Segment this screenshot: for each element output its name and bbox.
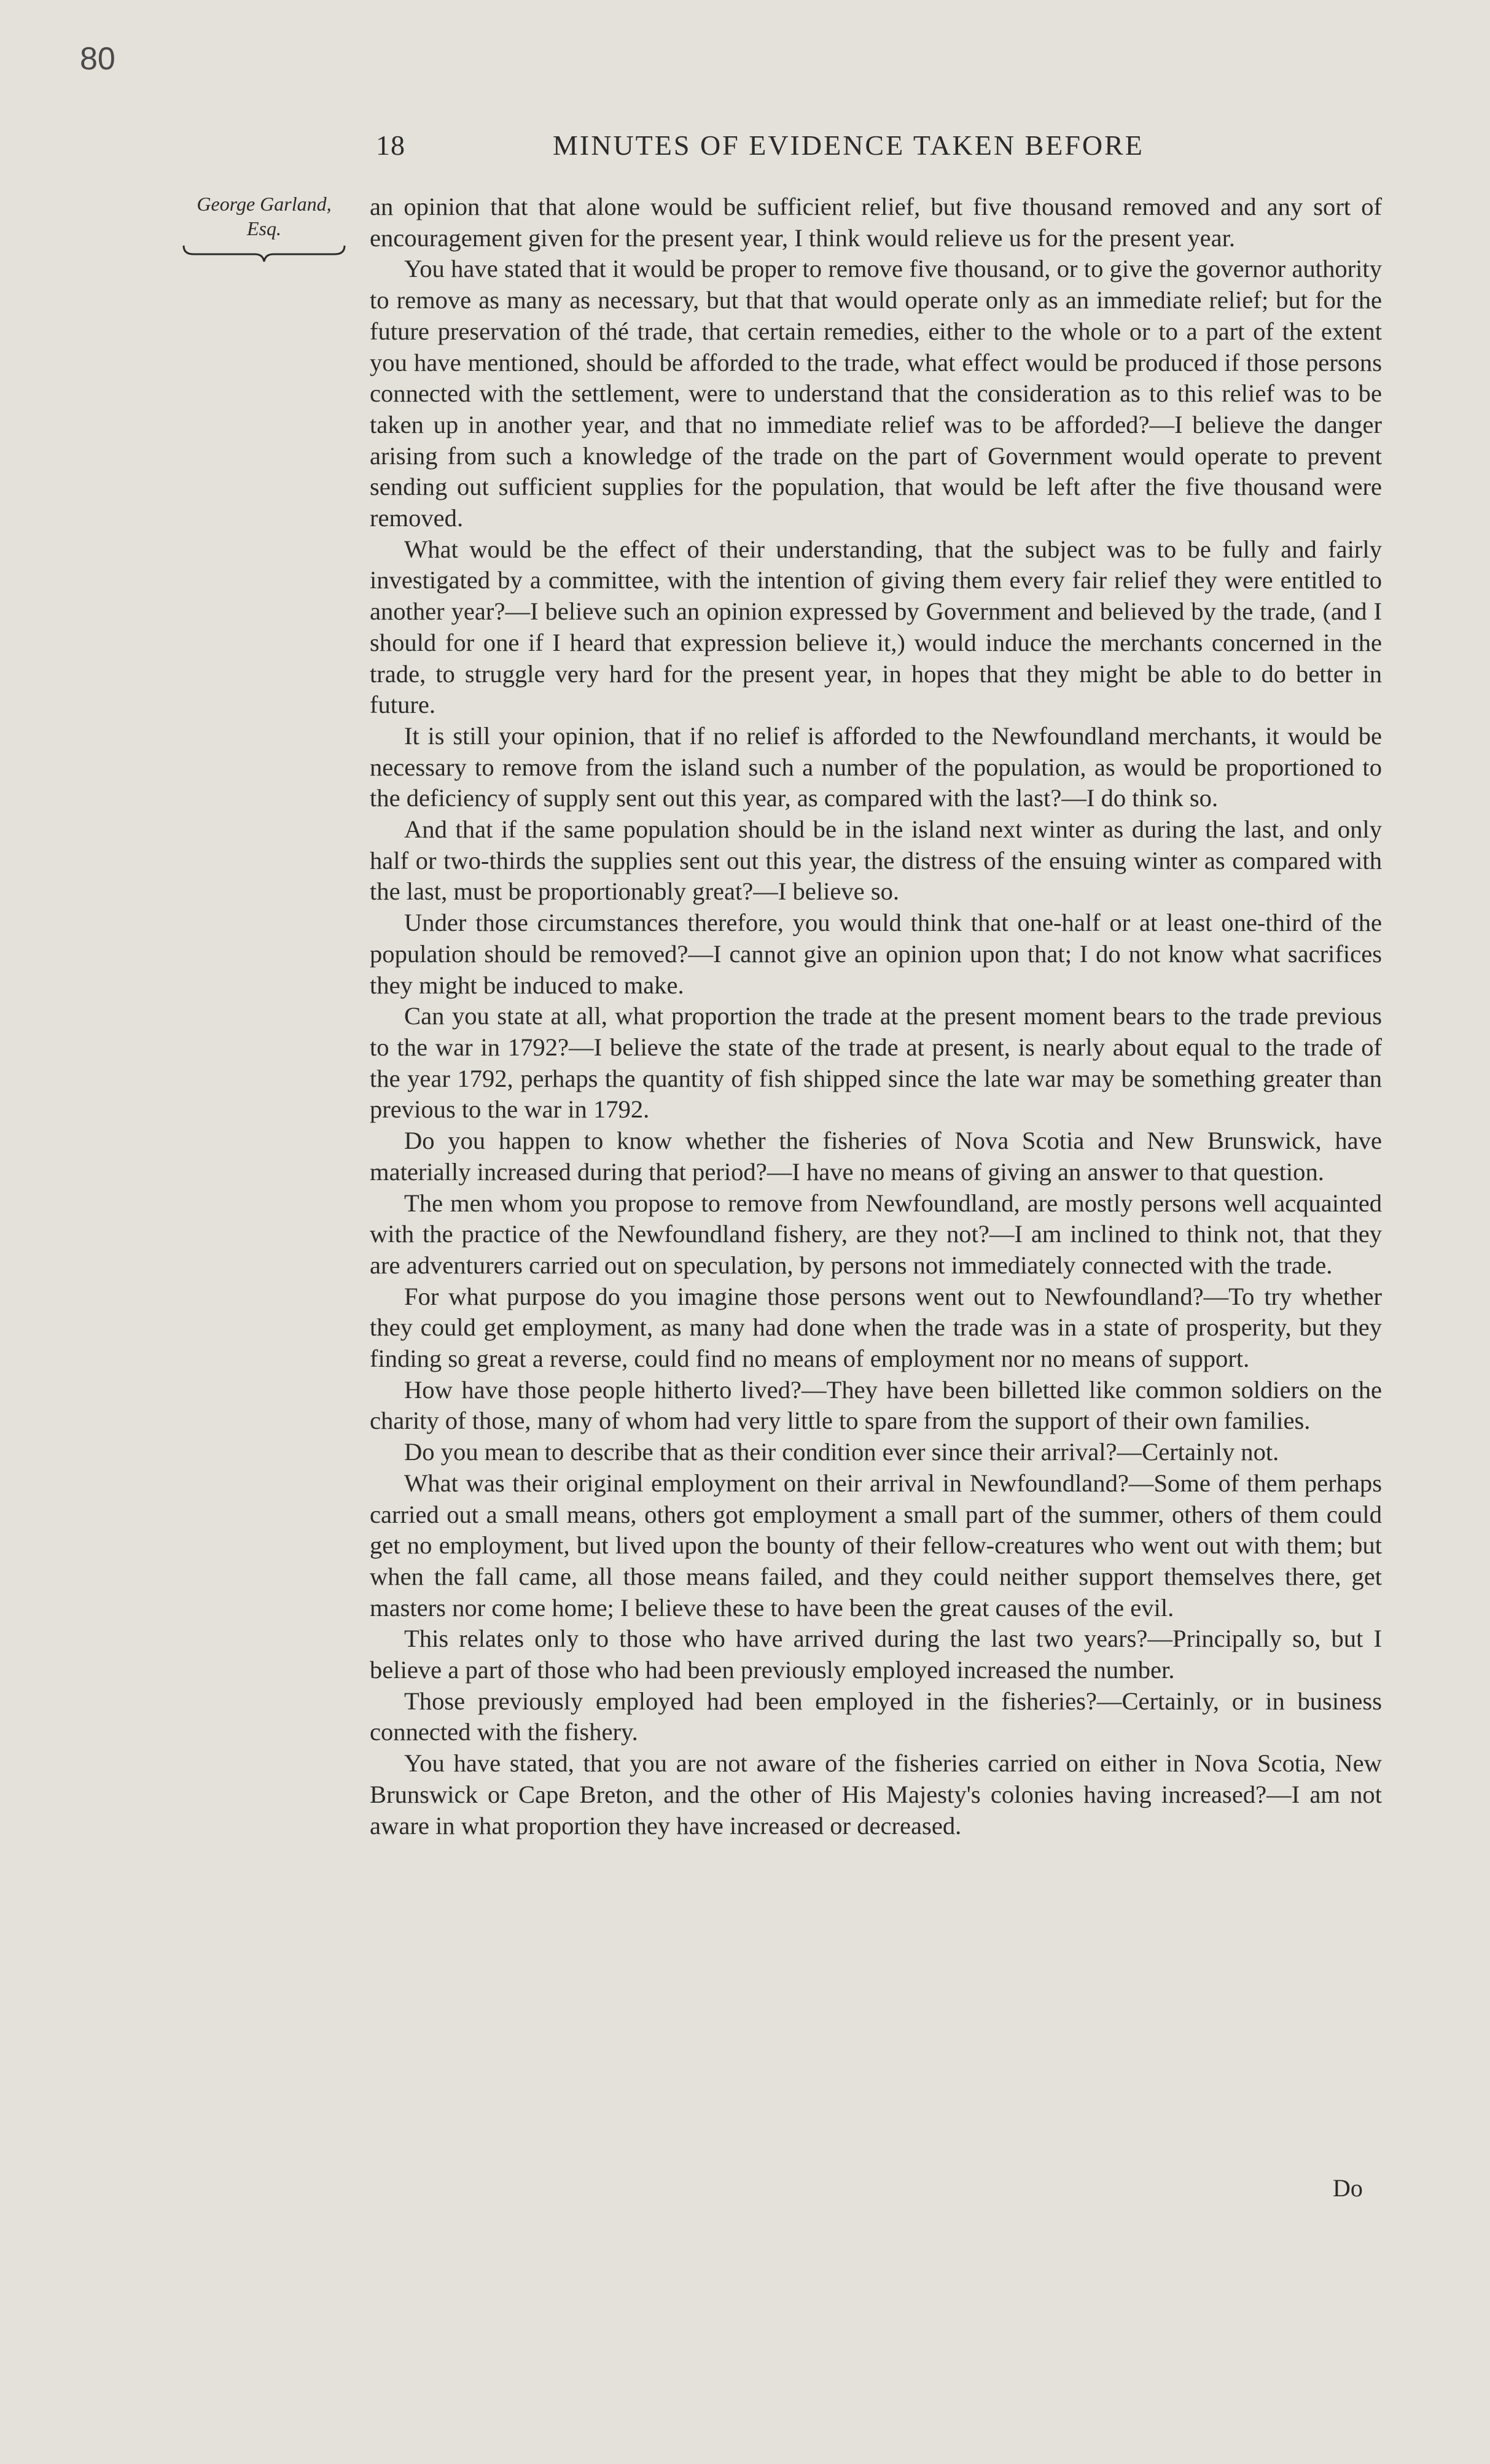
paragraph: Under those circumstances therefore, you would think that one-half or at least one-third of the population should be removed?—I cannot give an opinion upon that; I do not know what sacrifices they might be induced to make. xyxy=(370,909,1382,999)
scan-page-number: 80 xyxy=(80,41,115,77)
paragraph: Those previously employed had been employed in the fisheries?—Certainly, or in business connected with the fishery. xyxy=(370,1687,1382,1746)
catchword: Do xyxy=(1333,2174,1363,2202)
brace-icon xyxy=(181,243,347,263)
paragraph: Can you state at all, what proportion the trade at the present moment bears to the trade previous to the war in 1792?—I believe the state of the trade at present, is nearly about equal to the trade of the year 1792, perhaps the quantity of fish shipped since the late war may be something greater than previous to the war in 1792. xyxy=(370,1002,1382,1124)
paragraph: Do you mean to describe that as their condition ever since their arrival?—Certainly not. xyxy=(404,1438,1279,1466)
paragraph: an opinion that that alone would be sufficient relief, but five thousand removed and any sort of encouragement given for the present year, I think would relieve us for the present year. xyxy=(370,193,1382,252)
paragraph: Do you happen to know whether the fisheries of Nova Scotia and New Brunswick, have materially increased during that period?—I have no means of giving an answer to that question. xyxy=(370,1127,1382,1186)
paragraph: You have stated, that you are not aware of the fisheries carried on either in Nova Scotia, New Brunswick or Cape Breton, and the other of His Majesty's colonies having increased?—I am not aware in what proportion they have increased or decreased. xyxy=(370,1749,1382,1840)
paragraph: It is still your opinion, that if no relief is afforded to the Newfoundland merchants, it would be necessary to remove from the island such a number of the population, as would be proportioned to the deficiency of supply sent out this year, as compared with the last?—I do think so. xyxy=(370,721,1382,812)
paragraph: What was their original employment on their arrival in Newfoundland?—Some of them perhaps carried out a small means, others got employment a small part of the summer, others of them could get no employment, but lived upon the bounty of their fellow-creatures who went out with them; but when the fall came, all those means failed, and they could neither support themselves there, get masters nor come home; I believe these to have been the great causes of the evil. xyxy=(370,1469,1382,1622)
margin-note xyxy=(178,192,350,263)
paragraph: How have those people hitherto lived?—They have been billetted like common soldiers on the charity of those, many of whom had very little to spare from the support of their own families. xyxy=(370,1375,1382,1435)
paragraph: And that if the same population should be in the island next winter as during the last, and only half or two-thirds the supplies sent out this year, the distress of the ensuing winter as compared with the last, must be proportionably great?—I believe so. xyxy=(370,815,1382,906)
running-head-title: MINUTES OF EVIDENCE TAKEN BEFORE xyxy=(553,130,1144,161)
witness-name: George Garland, xyxy=(197,193,332,215)
page-number: 18 xyxy=(376,130,405,161)
paragraph: You have stated that it would be proper to remove five thousand, or to give the governor authority to remove as many as necessary, but that that would operate only as an immediate relief; but for the future preservation of thé trade, that certain remedies, either to the whole or to a part of the extent you have mentioned, should be afforded to the trade, what effect would be produced if those persons connected with the settlement, were to understand that the consideration as to this relief was to be taken up in another year, and that no immediate relief was to be afforded?—I believe the danger arising from such a knowledge of the trade on the part of Government would operate to prevent sending out sufficient supplies for the population, that would be left after the five thousand were removed. xyxy=(370,255,1382,532)
paragraph: This relates only to those who have arrived during the last two years?—Principally so, but I believe a part of those who had been previously employed increased the number. xyxy=(370,1625,1382,1684)
paragraph: For what purpose do you imagine those persons went out to Newfoundland?—To try whether they could get employment, as many had done when the trade was in a state of prosperity, but they finding so great a reverse, could find no means of employment nor no means of support. xyxy=(370,1282,1382,1373)
body-text xyxy=(370,192,1382,1841)
running-head xyxy=(376,129,1236,166)
witness-title: Esq. xyxy=(247,217,281,239)
paragraph: The men whom you propose to remove from Newfoundland, are mostly persons well acquainted with the practice of the Newfoundland fishery, are they not?—I am inclined to think not, that they are adventurers carried out on speculation, by persons not immediately connected with the trade. xyxy=(370,1189,1382,1279)
paragraph: What would be the effect of their understanding, that the subject was to be fully and fairly investigated by a committee, with the intention of giving them every fair relief they were entitled to another year?—I believe such an opinion expressed by Government and believed by the trade, (and I should for one if I heard that expression believe it,) would induce the merchants concerned in the trade, to struggle very hard for the present year, in hopes that they might be able to do better in future. xyxy=(370,535,1382,719)
